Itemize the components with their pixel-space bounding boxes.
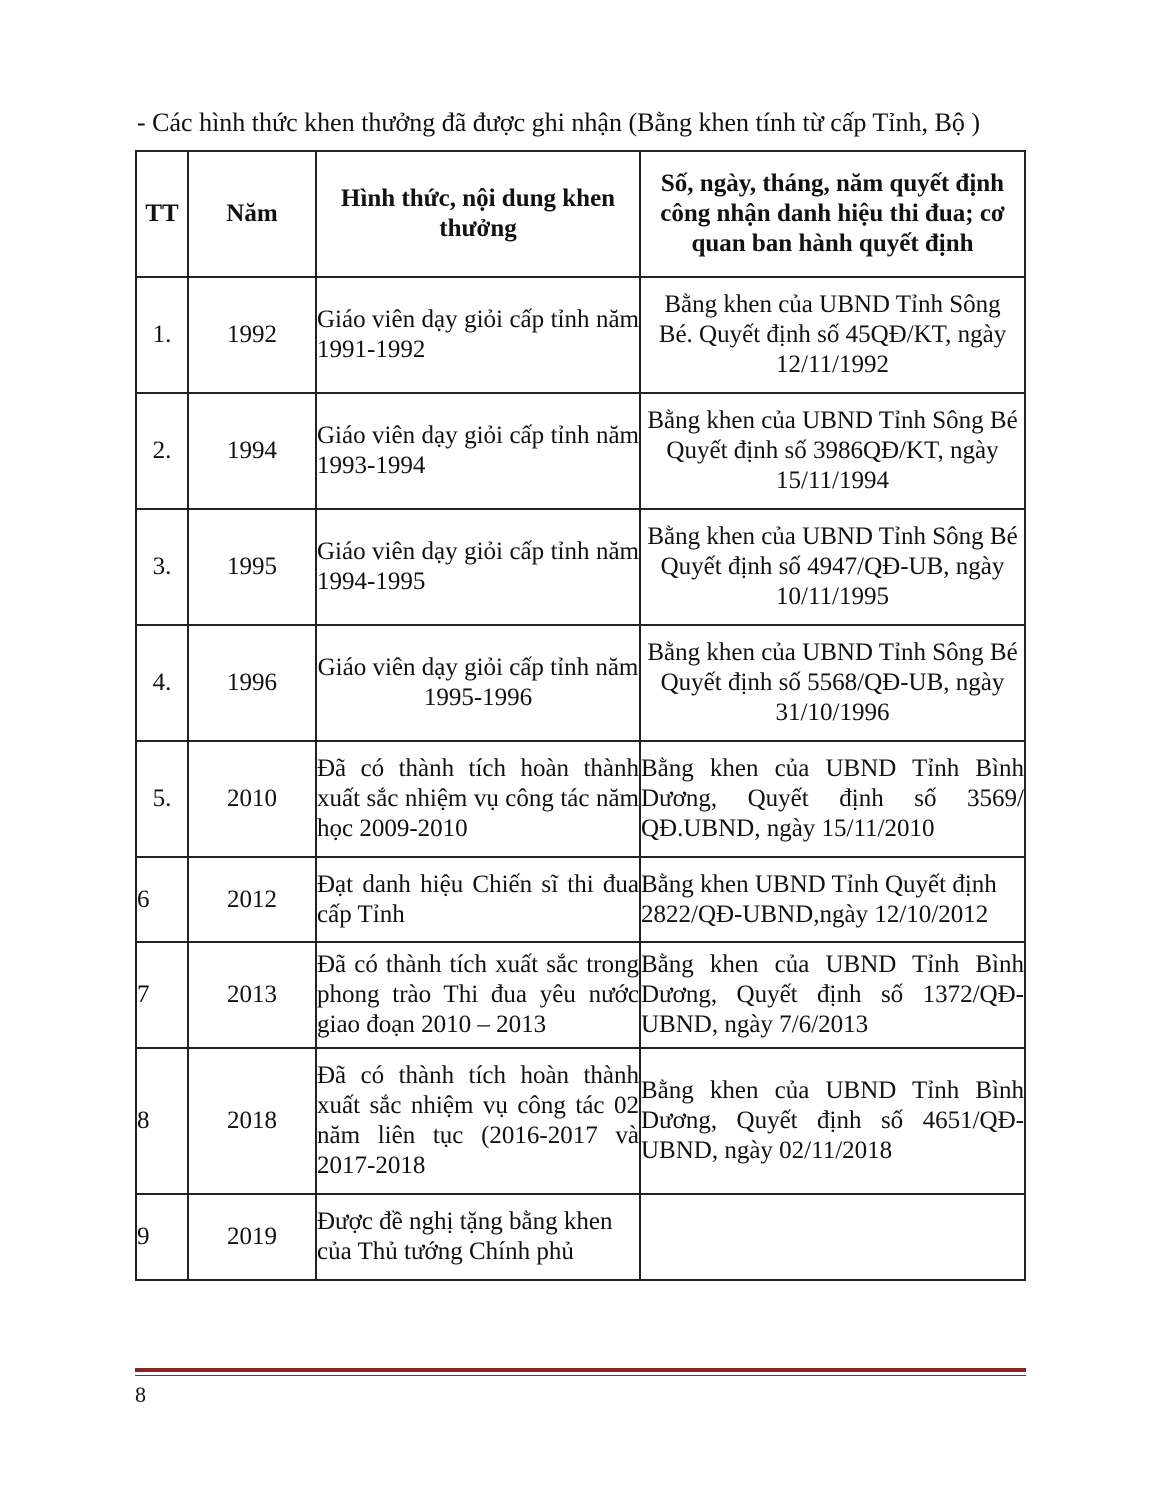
header-year: Năm <box>188 151 316 277</box>
row-award: Đã có thành tích xuất sắc trong phong trào Thi đua yêu nước giao đoạn 2010 – 2013 <box>316 942 640 1048</box>
table-row <box>136 1048 1025 1194</box>
row-award: Giáo viên dạy giỏi cấp tỉnh năm 1991-1992 <box>316 277 640 393</box>
row-award: Giáo viên dạy giỏi cấp tỉnh năm 1995-1996 <box>316 625 640 741</box>
table-header-row <box>136 151 1025 277</box>
footer-rule-thin <box>135 1375 1026 1376</box>
row-tt: 7 <box>136 942 188 1048</box>
row-award: Đã có thành tích hoàn thành xuất sắc nhiệm vụ công tác năm học 2009-2010 <box>316 741 640 857</box>
intro-text: - Các hình thức khen thưởng đã được ghi nhận (Bằng khen tính từ cấp Tỉnh, Bộ ) <box>137 108 981 137</box>
row-decision: Bằng khen của UBND Tỉnh Sông Bé Quyết định số 3986QĐ/KT, ngày 15/11/1994 <box>640 393 1025 509</box>
row-year: 1994 <box>188 393 316 509</box>
table-row <box>136 942 1025 1048</box>
table-row <box>136 509 1025 625</box>
row-award: Đạt danh hiệu Chiến sĩ thi đua cấp Tỉnh <box>316 857 640 942</box>
row-award: Giáo viên dạy giỏi cấp tỉnh năm 1994-1995 <box>316 509 640 625</box>
row-decision: Bằng khen của UBND Tỉnh Sông Bé Quyết định số 4947/QĐ-UB, ngày 10/11/1995 <box>640 509 1025 625</box>
row-decision: Bằng khen của UBND Tỉnh Bình Dương, Quyết định số 4651/QĐ-UBND, ngày 02/11/2018 <box>640 1048 1025 1194</box>
row-year: 2010 <box>188 741 316 857</box>
header-award: Hình thức, nội dung khen thưởng <box>316 151 640 277</box>
row-tt: 6 <box>136 857 188 942</box>
row-decision <box>640 1194 1025 1280</box>
row-tt: 3. <box>136 509 188 625</box>
page-number: 8 <box>135 1382 146 1407</box>
table-row <box>136 277 1025 393</box>
footer-rule <box>135 1368 1026 1372</box>
row-tt: 2. <box>136 393 188 509</box>
table-row <box>136 393 1025 509</box>
row-award: Đã có thành tích hoàn thành xuất sắc nhiệm vụ công tác 02 năm liên tục (2016-2017 và 2017-2018 <box>316 1048 640 1194</box>
row-year: 2018 <box>188 1048 316 1194</box>
row-decision: Bằng khen của UBND Tỉnh Sông Bé Quyết định số 5568/QĐ-UB, ngày 31/10/1996 <box>640 625 1025 741</box>
row-tt: 5. <box>136 741 188 857</box>
table-row <box>136 741 1025 857</box>
row-decision: Bằng khen của UBND Tỉnh Bình Dương, Quyết định số 3569/ QĐ.UBND, ngày 15/11/2010 <box>640 741 1025 857</box>
table-row <box>136 625 1025 741</box>
awards-table <box>135 150 1026 1281</box>
header-tt: TT <box>136 151 188 277</box>
table-row <box>136 1194 1025 1280</box>
row-award: Giáo viên dạy giỏi cấp tỉnh năm 1993-1994 <box>316 393 640 509</box>
row-year: 1992 <box>188 277 316 393</box>
row-tt: 8 <box>136 1048 188 1194</box>
row-year: 2013 <box>188 942 316 1048</box>
row-decision: Bằng khen của UBND Tỉnh Bình Dương, Quyết định số 1372/QĐ-UBND, ngày 7/6/2013 <box>640 942 1025 1048</box>
header-decision: Số, ngày, tháng, năm quyết định công nhận danh hiệu thi đua; cơ quan ban hành quyết định <box>640 151 1025 277</box>
row-year: 1995 <box>188 509 316 625</box>
row-decision: Bằng khen của UBND Tỉnh Sông Bé. Quyết định số 45QĐ/KT, ngày 12/11/1992 <box>640 277 1025 393</box>
row-year: 2019 <box>188 1194 316 1280</box>
table-row <box>136 857 1025 942</box>
row-tt: 1. <box>136 277 188 393</box>
row-tt: 9 <box>136 1194 188 1280</box>
row-year: 2012 <box>188 857 316 942</box>
row-decision: Bằng khen UBND Tỉnh Quyết định 2822/QĐ-UBND,ngày 12/10/2012 <box>640 857 1025 942</box>
row-year: 1996 <box>188 625 316 741</box>
row-tt: 4. <box>136 625 188 741</box>
row-award: Được đề nghị tặng bằng khen của Thủ tướng Chính phủ <box>316 1194 640 1280</box>
